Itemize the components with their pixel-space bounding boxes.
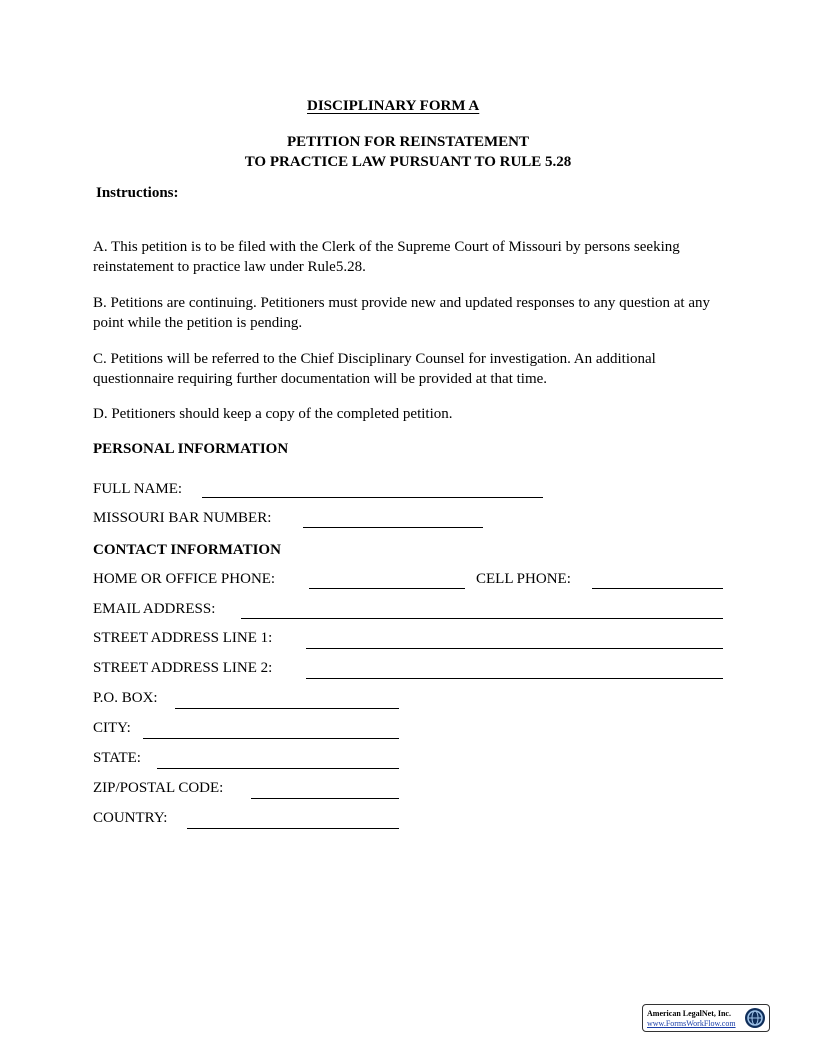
- pobox-field[interactable]: [175, 708, 399, 709]
- personal-info-heading: PERSONAL INFORMATION: [93, 441, 289, 457]
- street1-field[interactable]: [306, 648, 723, 649]
- country-label: COUNTRY:: [93, 810, 168, 826]
- bar-number-label: MISSOURI BAR NUMBER:: [93, 510, 272, 526]
- zip-field[interactable]: [251, 798, 399, 799]
- state-field[interactable]: [157, 768, 399, 769]
- subtitle-line-2: TO PRACTICE LAW PURSUANT TO RULE 5.28: [244, 154, 572, 170]
- instruction-c: C. Petitions will be referred to the Chief Disciplinary Counsel for investigation. An additional questionnaire requiring further documentation will be provided at that time.: [93, 351, 656, 387]
- cell-phone-label: CELL PHONE:: [476, 571, 571, 587]
- contact-info-heading: CONTACT INFORMATION: [93, 542, 281, 558]
- zip-label: ZIP/POSTAL CODE:: [93, 780, 224, 796]
- badge-company: American LegalNet, Inc.: [647, 1009, 731, 1018]
- city-label: CITY:: [93, 720, 131, 736]
- subtitle-line-1: PETITION FOR REINSTATEMENT: [287, 134, 529, 150]
- country-field[interactable]: [187, 828, 399, 829]
- city-field[interactable]: [143, 738, 399, 739]
- instruction-d: D. Petitioners should keep a copy of the completed petition.: [93, 406, 453, 422]
- phone-label: HOME OR OFFICE PHONE:: [93, 571, 276, 587]
- legalnet-badge: [642, 1004, 770, 1032]
- street2-label: STREET ADDRESS LINE 2:: [93, 660, 273, 676]
- email-label: EMAIL ADDRESS:: [93, 601, 216, 617]
- bar-number-field[interactable]: [303, 527, 483, 528]
- pobox-label: P.O. BOX:: [93, 690, 158, 706]
- full-name-label: FULL NAME:: [93, 481, 183, 497]
- email-field[interactable]: [241, 618, 723, 619]
- globe-icon: [744, 1007, 766, 1029]
- instruction-a: A. This petition is to be filed with the Clerk of the Supreme Court of Missouri by persons seeking reinstatement to practice law under Rule5.28.: [93, 239, 680, 275]
- instructions-heading: Instructions:: [96, 185, 179, 201]
- state-label: STATE:: [93, 750, 141, 766]
- form-title: DISCIPLINARY FORM A: [307, 98, 480, 114]
- instruction-b: B. Petitions are continuing. Petitioners must provide new and updated responses to any question at any point while the petition is pending.: [93, 295, 710, 331]
- full-name-field[interactable]: [202, 497, 543, 498]
- phone-field[interactable]: [309, 588, 465, 589]
- cell-phone-field[interactable]: [592, 588, 723, 589]
- badge-url-link[interactable]: www.FormsWorkFlow.com: [647, 1019, 736, 1028]
- street1-label: STREET ADDRESS LINE 1:: [93, 630, 273, 646]
- street2-field[interactable]: [306, 678, 723, 679]
